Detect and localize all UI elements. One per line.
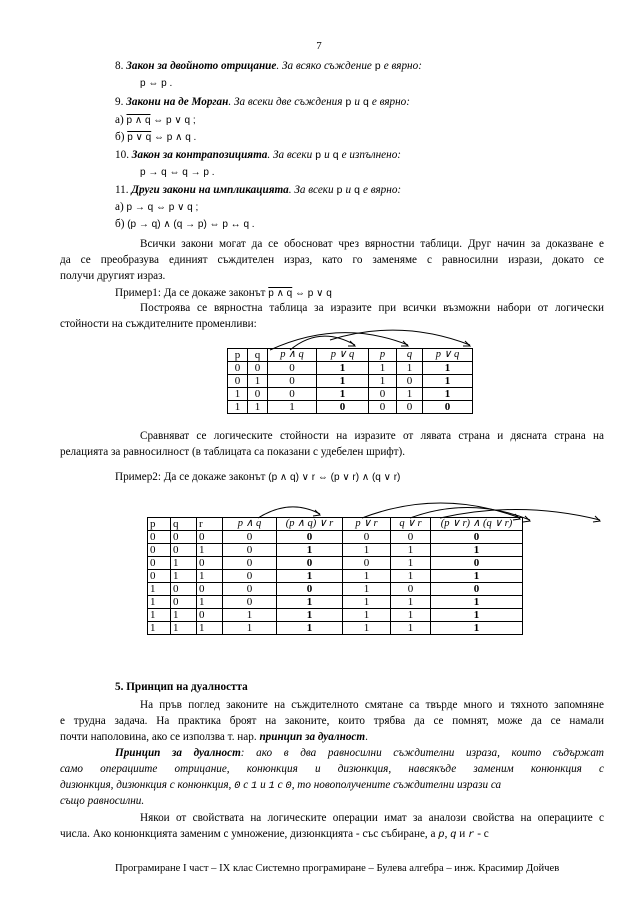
table-cell: 1 — [317, 388, 369, 401]
example1-rhs: ⇔ p ∨ q — [292, 288, 332, 299]
table-cell: 1 — [148, 622, 171, 635]
table-cell: 0 — [148, 557, 171, 570]
table-cell: 1 — [148, 596, 171, 609]
table-cell: 0 — [391, 583, 431, 596]
table-cell: 0 — [268, 375, 317, 388]
law10-and: и — [321, 149, 333, 161]
table-cell: 0 — [223, 531, 277, 544]
law11-and: и — [342, 184, 354, 196]
table-cell: 1 — [423, 362, 473, 375]
table-cell: 1 — [197, 544, 223, 557]
table-cell: 0 — [171, 531, 197, 544]
truth-table-2 — [147, 517, 523, 635]
table-cell: 0 — [197, 557, 223, 570]
law11-b-formula: (p → q) ∧ (q → p) ⇔ p ↔ q . — [127, 219, 255, 230]
law9-b-label: б) — [115, 131, 128, 143]
law8-title: Закон за двойното отрицание — [126, 60, 277, 72]
table-row — [148, 570, 523, 583]
table-cell: 0 — [228, 375, 248, 388]
table-cell: 1 — [148, 583, 171, 596]
example2-label: Пример2: Да се докаже законът — [115, 471, 269, 483]
para5-text2a: числа. Ако конюнкцията заменим с умножение, дизюнкцията - със събиране, а — [60, 828, 439, 840]
table-cell: 1 — [391, 570, 431, 583]
table1-header-not-p-or-not-q: p ∨ q — [423, 349, 473, 362]
duality-text3b: , то новополучените съждителни изрази са — [291, 779, 502, 791]
table-row — [148, 531, 523, 544]
table-cell: 1 — [277, 609, 343, 622]
table-cell: 1 — [431, 609, 523, 622]
table-cell: 1 — [171, 609, 197, 622]
table-cell: 0 — [391, 531, 431, 544]
table-cell: 1 — [343, 622, 391, 635]
para1-line1: Всички закони могат да се обоснoват чрез вярностни таблици. Друг начин за доказване е — [140, 238, 604, 250]
table-row — [148, 557, 523, 570]
law9-var-p: p — [345, 97, 352, 109]
para5-var-r: r — [468, 829, 475, 841]
table-cell: 1 — [171, 622, 197, 635]
table2-header-q: q — [171, 518, 197, 531]
table-cell: 0 — [277, 583, 343, 596]
table2-header-p-and-q-or-r: (p ∧ q) ∨ r — [277, 518, 343, 531]
table2-header-rhs: (p ∨ r) ∧ (q ∨ r) — [431, 518, 523, 531]
table-cell: 1 — [343, 583, 391, 596]
table-cell: 0 — [171, 596, 197, 609]
table-cell: 0 — [431, 583, 523, 596]
law10-number: 10. — [115, 149, 132, 161]
para5-line2 — [60, 828, 489, 842]
table-cell: 0 — [148, 544, 171, 557]
table-row — [148, 596, 523, 609]
table-cell: 0 — [223, 596, 277, 609]
para4-end: . — [365, 731, 368, 743]
table-cell: 1 — [431, 622, 523, 635]
law8-number: 8. — [115, 60, 127, 72]
table-cell: 0 — [277, 531, 343, 544]
table-cell: 1 — [268, 401, 317, 414]
law10-title: Закон за контрапозицията — [131, 149, 268, 161]
table-cell: 0 — [268, 362, 317, 375]
duality-line1 — [115, 747, 604, 760]
duality-sep1: с — [240, 779, 251, 791]
table-cell: 0 — [171, 544, 197, 557]
table-cell: 1 — [397, 362, 423, 375]
table-cell: 0 — [369, 401, 397, 414]
para3-line2: релацията за равносилност (в таблицата са показани с удебелен шрифт). — [60, 446, 406, 458]
law9-number: 9. — [115, 96, 127, 108]
law9-title: Закони на де Морган — [126, 96, 229, 108]
para5-text2b: - с — [474, 828, 489, 840]
table-row — [148, 544, 523, 557]
duality-const-0: 0 — [234, 780, 241, 792]
table1-header-q: q — [248, 349, 268, 362]
law10-var-p: p — [315, 150, 322, 162]
table-cell: 0 — [248, 362, 268, 375]
duality-sep3: с — [274, 779, 286, 791]
table-cell: 0 — [197, 583, 223, 596]
table-cell: 0 — [397, 375, 423, 388]
table1-header-not-p-and-q: p ∨ q — [317, 349, 369, 362]
para1-line3: получи другият израз. — [60, 270, 166, 282]
table-cell: 1 — [197, 622, 223, 635]
para4-line1: На пръв поглед законите на съждителното смятане са твърде много и тяхното запомняне — [140, 699, 604, 711]
para4-line2: е трудна задача. На практика броят на законите, които трябва да се помнят, може да се намали — [60, 715, 604, 727]
table-cell: 0 — [397, 401, 423, 414]
law11-a-label: а) — [115, 201, 127, 213]
table-cell: 1 — [391, 544, 431, 557]
para5-comma: , — [444, 828, 451, 840]
para2-line2: стойности на съждителните променливи: — [60, 318, 257, 330]
table-cell: 1 — [423, 388, 473, 401]
table-cell: 0 — [223, 544, 277, 557]
table-row — [148, 622, 523, 635]
duality-line3 — [60, 779, 501, 793]
law9-a-rhs: ⇔ p ∨ q ; — [150, 115, 196, 126]
table-cell: 1 — [277, 596, 343, 609]
table-cell: 0 — [148, 531, 171, 544]
law11-var-q: q — [353, 185, 361, 197]
table-cell: 1 — [171, 557, 197, 570]
para4-line3 — [60, 731, 368, 744]
law11-b-label: б) — [115, 218, 128, 230]
para1-line2: да се преобразува единият съждителен израз, като го заменяме с равносилни изрази, докато се — [60, 254, 604, 266]
table-cell: 1 — [148, 609, 171, 622]
table-cell: 0 — [431, 557, 523, 570]
duality-const-1b: 1 — [268, 780, 275, 792]
table-cell: 1 — [369, 375, 397, 388]
table-cell: 1 — [343, 596, 391, 609]
duality-text1: : ако в два равносилни съждителни израза, които съдържат — [240, 747, 604, 759]
table-cell: 1 — [391, 622, 431, 635]
table-cell: 1 — [277, 544, 343, 557]
law11-title: Други закони на импликацията — [131, 184, 289, 196]
table-cell: 0 — [197, 609, 223, 622]
table-cell: 1 — [197, 596, 223, 609]
law8-formula: p ⇔ p . — [140, 78, 173, 89]
duality-line4: също равносилни. — [60, 795, 145, 807]
table-cell: 1 — [343, 544, 391, 557]
table-cell: 1 — [431, 596, 523, 609]
page-footer: Програмиране I част – IX клас Системно програмиране – Булева алгебра – инж. Красимир Дойчев — [115, 863, 560, 874]
law11-var-p: p — [336, 185, 343, 197]
table-cell: 1 — [197, 570, 223, 583]
table-cell: 0 — [369, 388, 397, 401]
table-cell: 1 — [317, 375, 369, 388]
table-cell: 1 — [317, 362, 369, 375]
table-cell: 1 — [171, 570, 197, 583]
table-cell: 0 — [343, 531, 391, 544]
section5-title: 5. Принцип на дуалността — [115, 681, 248, 693]
duality-title: Принцип за дуалност — [115, 747, 241, 759]
law9-var-q: q — [362, 97, 370, 109]
table2-header-p-and-q: p ∧ q — [223, 518, 277, 531]
duality-const-1: 1 — [251, 780, 258, 792]
law8-tail: е вярно: — [380, 60, 422, 72]
table-cell: 1 — [369, 362, 397, 375]
para5-line1: Някои от свойствата на логическите операции имат за аналози свойства на операциите с — [140, 812, 604, 824]
table-cell: 1 — [277, 622, 343, 635]
table-cell: 0 — [423, 401, 473, 414]
law11-tail: е вярно: — [360, 184, 402, 196]
page-number: 7 — [316, 40, 322, 52]
table-cell: 0 — [148, 570, 171, 583]
table-cell: 1 — [391, 609, 431, 622]
law9-text: . За всеки две съждения — [228, 96, 346, 108]
table2-header-row — [148, 518, 523, 531]
law11-number: 11. — [115, 184, 132, 196]
table-cell: 1 — [431, 544, 523, 557]
table-cell: 1 — [228, 388, 248, 401]
table-row — [148, 609, 523, 622]
law9-b-rhs: ⇔ p ∧ q . — [151, 132, 197, 143]
table-cell: 1 — [397, 388, 423, 401]
law11-text: . За всеки — [288, 184, 337, 196]
law10-tail: е изпълнено: — [338, 149, 402, 161]
table1-header-p: p — [228, 349, 248, 362]
law9-b-lhs: p ∨ q — [127, 132, 152, 143]
table-cell: 1 — [223, 609, 277, 622]
law9-a-label: а) — [115, 114, 127, 126]
duality-sep2: и — [257, 779, 269, 791]
para5-var-p: p — [438, 829, 445, 841]
table-cell: 1 — [248, 401, 268, 414]
table-cell: 1 — [423, 375, 473, 388]
law9-a-lhs: p ∧ q — [126, 115, 151, 126]
table1-header-p-and-q: p ∧ q — [268, 349, 317, 362]
table2-header-p: p — [148, 518, 171, 531]
para4-term: принцип за дуалност — [259, 731, 366, 743]
example1-label: Пример1: Да се докаже законът — [115, 287, 269, 299]
table1-header-not-p: $\overline{p}$ — [369, 349, 397, 362]
table-cell: 0 — [317, 401, 369, 414]
law8-text: . За всяко съждение — [276, 60, 375, 72]
law9-tail: е вярно: — [369, 96, 410, 108]
table-cell: 1 — [228, 401, 248, 414]
table-cell: 1 — [391, 596, 431, 609]
table-cell: 0 — [223, 583, 277, 596]
table2-header-r: r — [197, 518, 223, 531]
table-cell: 0 — [248, 388, 268, 401]
duality-line2: само операциите отрицание, конюнкция и дизюнкция, навсякъде заменим конюнкция с — [60, 763, 604, 775]
table-cell: 0 — [197, 531, 223, 544]
table-cell: 0 — [343, 557, 391, 570]
table-cell: 0 — [268, 388, 317, 401]
duality-text3a: дизюнкция, дизюнкция с конюнкция, — [60, 779, 235, 791]
example2-formula: (p ∧ q) ∨ r ⇔ (p ∨ r) ∧ (q ∨ r) — [268, 472, 401, 483]
law10-text: . За всеки — [267, 149, 316, 161]
law11-a-formula: p → q ⇔ p ∨ q ; — [126, 202, 199, 213]
law8-var-p: p — [374, 61, 381, 73]
table-cell: 0 — [431, 531, 523, 544]
table-cell: 0 — [223, 570, 277, 583]
table-cell: 0 — [223, 557, 277, 570]
table-cell: 1 — [343, 570, 391, 583]
para4-line3-text: почти наполовина, ако се използва т. нар. — [60, 731, 260, 743]
table-cell: 0 — [277, 557, 343, 570]
table-cell: 1 — [248, 375, 268, 388]
law10-var-q: q — [332, 150, 339, 162]
para5-var-q: q — [450, 829, 457, 841]
table-cell: 1 — [391, 557, 431, 570]
law9-and: и — [351, 96, 363, 108]
duality-const-0b: 0 — [285, 780, 292, 792]
table1-header-not-q: $\overline{q}$ — [397, 349, 423, 362]
table2-header-q-or-r: q ∨ r — [391, 518, 431, 531]
law10-formula: p → q ⇔ q → p . — [140, 167, 215, 178]
table2-header-p-or-r: p ∨ r — [343, 518, 391, 531]
table-row — [148, 583, 523, 596]
table-cell: 1 — [223, 622, 277, 635]
para3-line1: Сравняват се логическите стойности на изразите от лявата страна и дясната страна на — [140, 430, 604, 442]
table-cell: 0 — [171, 583, 197, 596]
para2-line1: Построява се вярностна таблица за изразите при всички възможни набори от логически — [140, 302, 604, 314]
table-cell: 1 — [431, 570, 523, 583]
para5-and: и — [456, 828, 469, 840]
table-cell: 1 — [343, 609, 391, 622]
table-cell: 0 — [228, 362, 248, 375]
table-cell: 1 — [277, 570, 343, 583]
example1-lhs: p ∧ q — [268, 288, 293, 299]
